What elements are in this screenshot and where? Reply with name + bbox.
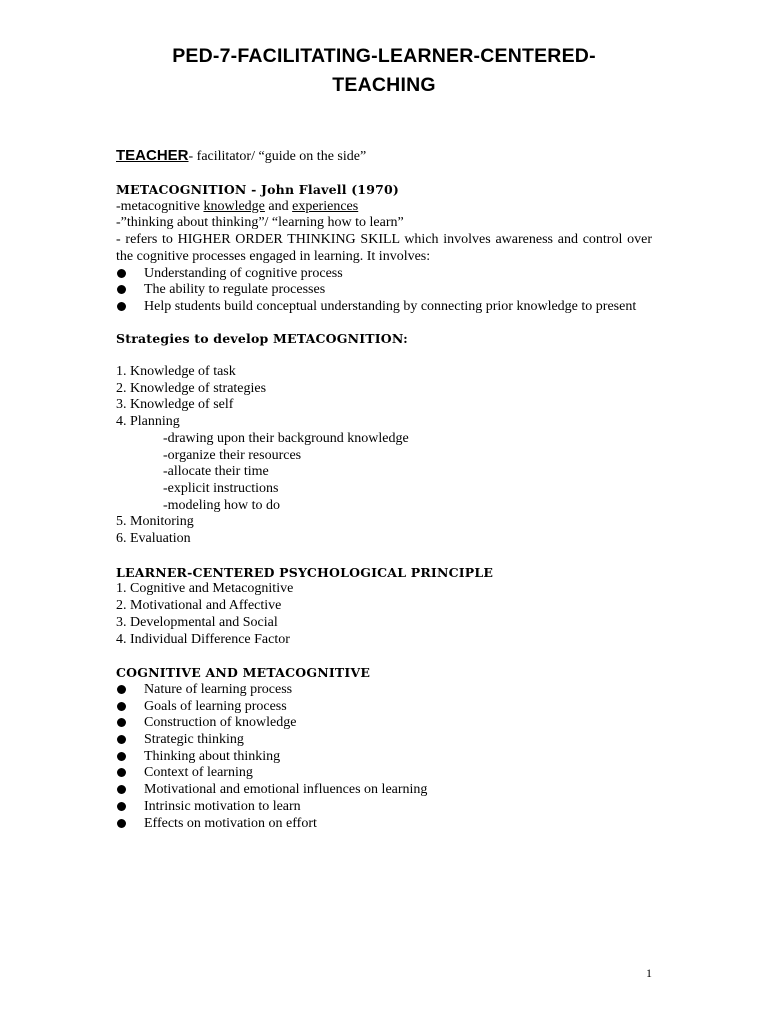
strategies-heading: Strategies to develop METACOGNITION: xyxy=(116,330,408,346)
list-item: 4. Individual Difference Factor xyxy=(116,631,290,647)
list-item: 4. Planning xyxy=(116,414,180,430)
title-line-1: PED-7-FACILITATING-LEARNER-CENTERED- xyxy=(172,45,596,67)
page-number: 1 xyxy=(646,966,652,980)
list-item: -organize their resources xyxy=(163,447,302,463)
metacognition-bullet-list xyxy=(116,266,652,316)
list-item: 2. Motivational and Affective xyxy=(116,598,282,614)
list-item: Understanding of cognitive process xyxy=(116,266,652,283)
experiences-underlined: experiences xyxy=(292,198,359,214)
document-body xyxy=(116,146,652,832)
title-line-2: TEACHING xyxy=(332,74,436,96)
list-item: Strategic thinking xyxy=(116,732,652,749)
metacognition-line-2: -”thinking about thinking”/ “learning how to learn” xyxy=(116,215,404,231)
list-item: -modeling how to do xyxy=(163,497,281,513)
list-item: -drawing upon their background knowledge xyxy=(163,430,409,446)
page-title xyxy=(116,42,652,100)
list-item: Intrinsic motivation to learn xyxy=(116,799,652,816)
list-item: -allocate their time xyxy=(163,464,269,480)
list-item: -explicit instructions xyxy=(163,480,279,496)
list-item: 3. Developmental and Social xyxy=(116,614,278,630)
teacher-description: - facilitator/ “guide on the side” xyxy=(188,149,367,164)
list-item: Help students build conceptual understanding by connecting prior knowledge to present xyxy=(116,299,652,316)
list-item: 5. Monitoring xyxy=(116,514,194,530)
teacher-term: TEACHER xyxy=(116,147,189,164)
list-item: Thinking about thinking xyxy=(116,749,652,766)
metacognition-paragraph: - refers to HIGHER ORDER THINKING SKILL which involves awareness and control over the cognitive processes engaged in learning. It involves: xyxy=(116,232,652,264)
list-item: 2. Knowledge of strategies xyxy=(116,380,267,396)
list-item: Construction of knowledge xyxy=(116,715,652,732)
list-item: 6. Evaluation xyxy=(116,531,191,547)
cognitive-heading: COGNITIVE AND METACOGNITIVE xyxy=(116,665,371,681)
knowledge-underlined: knowledge xyxy=(203,198,265,214)
metacognition-heading: METACOGNITION - John Flavell (1970) xyxy=(116,182,400,197)
cognitive-bullet-list xyxy=(116,682,652,832)
list-item: Effects on motivation on effort xyxy=(116,816,652,833)
list-item: 1. Knowledge of task xyxy=(116,364,236,380)
list-item: Motivational and emotional influences on learning xyxy=(116,782,652,799)
list-item: Context of learning xyxy=(116,765,652,782)
principle-heading: LEARNER-CENTERED PSYCHOLOGICAL PRINCIPLE xyxy=(116,564,494,580)
list-item: Goals of learning process xyxy=(116,699,652,716)
list-item: 1. Cognitive and Metacognitive xyxy=(116,581,294,597)
teacher-definition xyxy=(116,146,652,167)
list-item: The ability to regulate processes xyxy=(116,282,652,299)
list-item: Nature of learning process xyxy=(116,682,652,699)
metacognition-line-1: -metacognitive knowledge and experiences xyxy=(116,198,359,214)
list-item: 3. Knowledge of self xyxy=(116,397,234,413)
